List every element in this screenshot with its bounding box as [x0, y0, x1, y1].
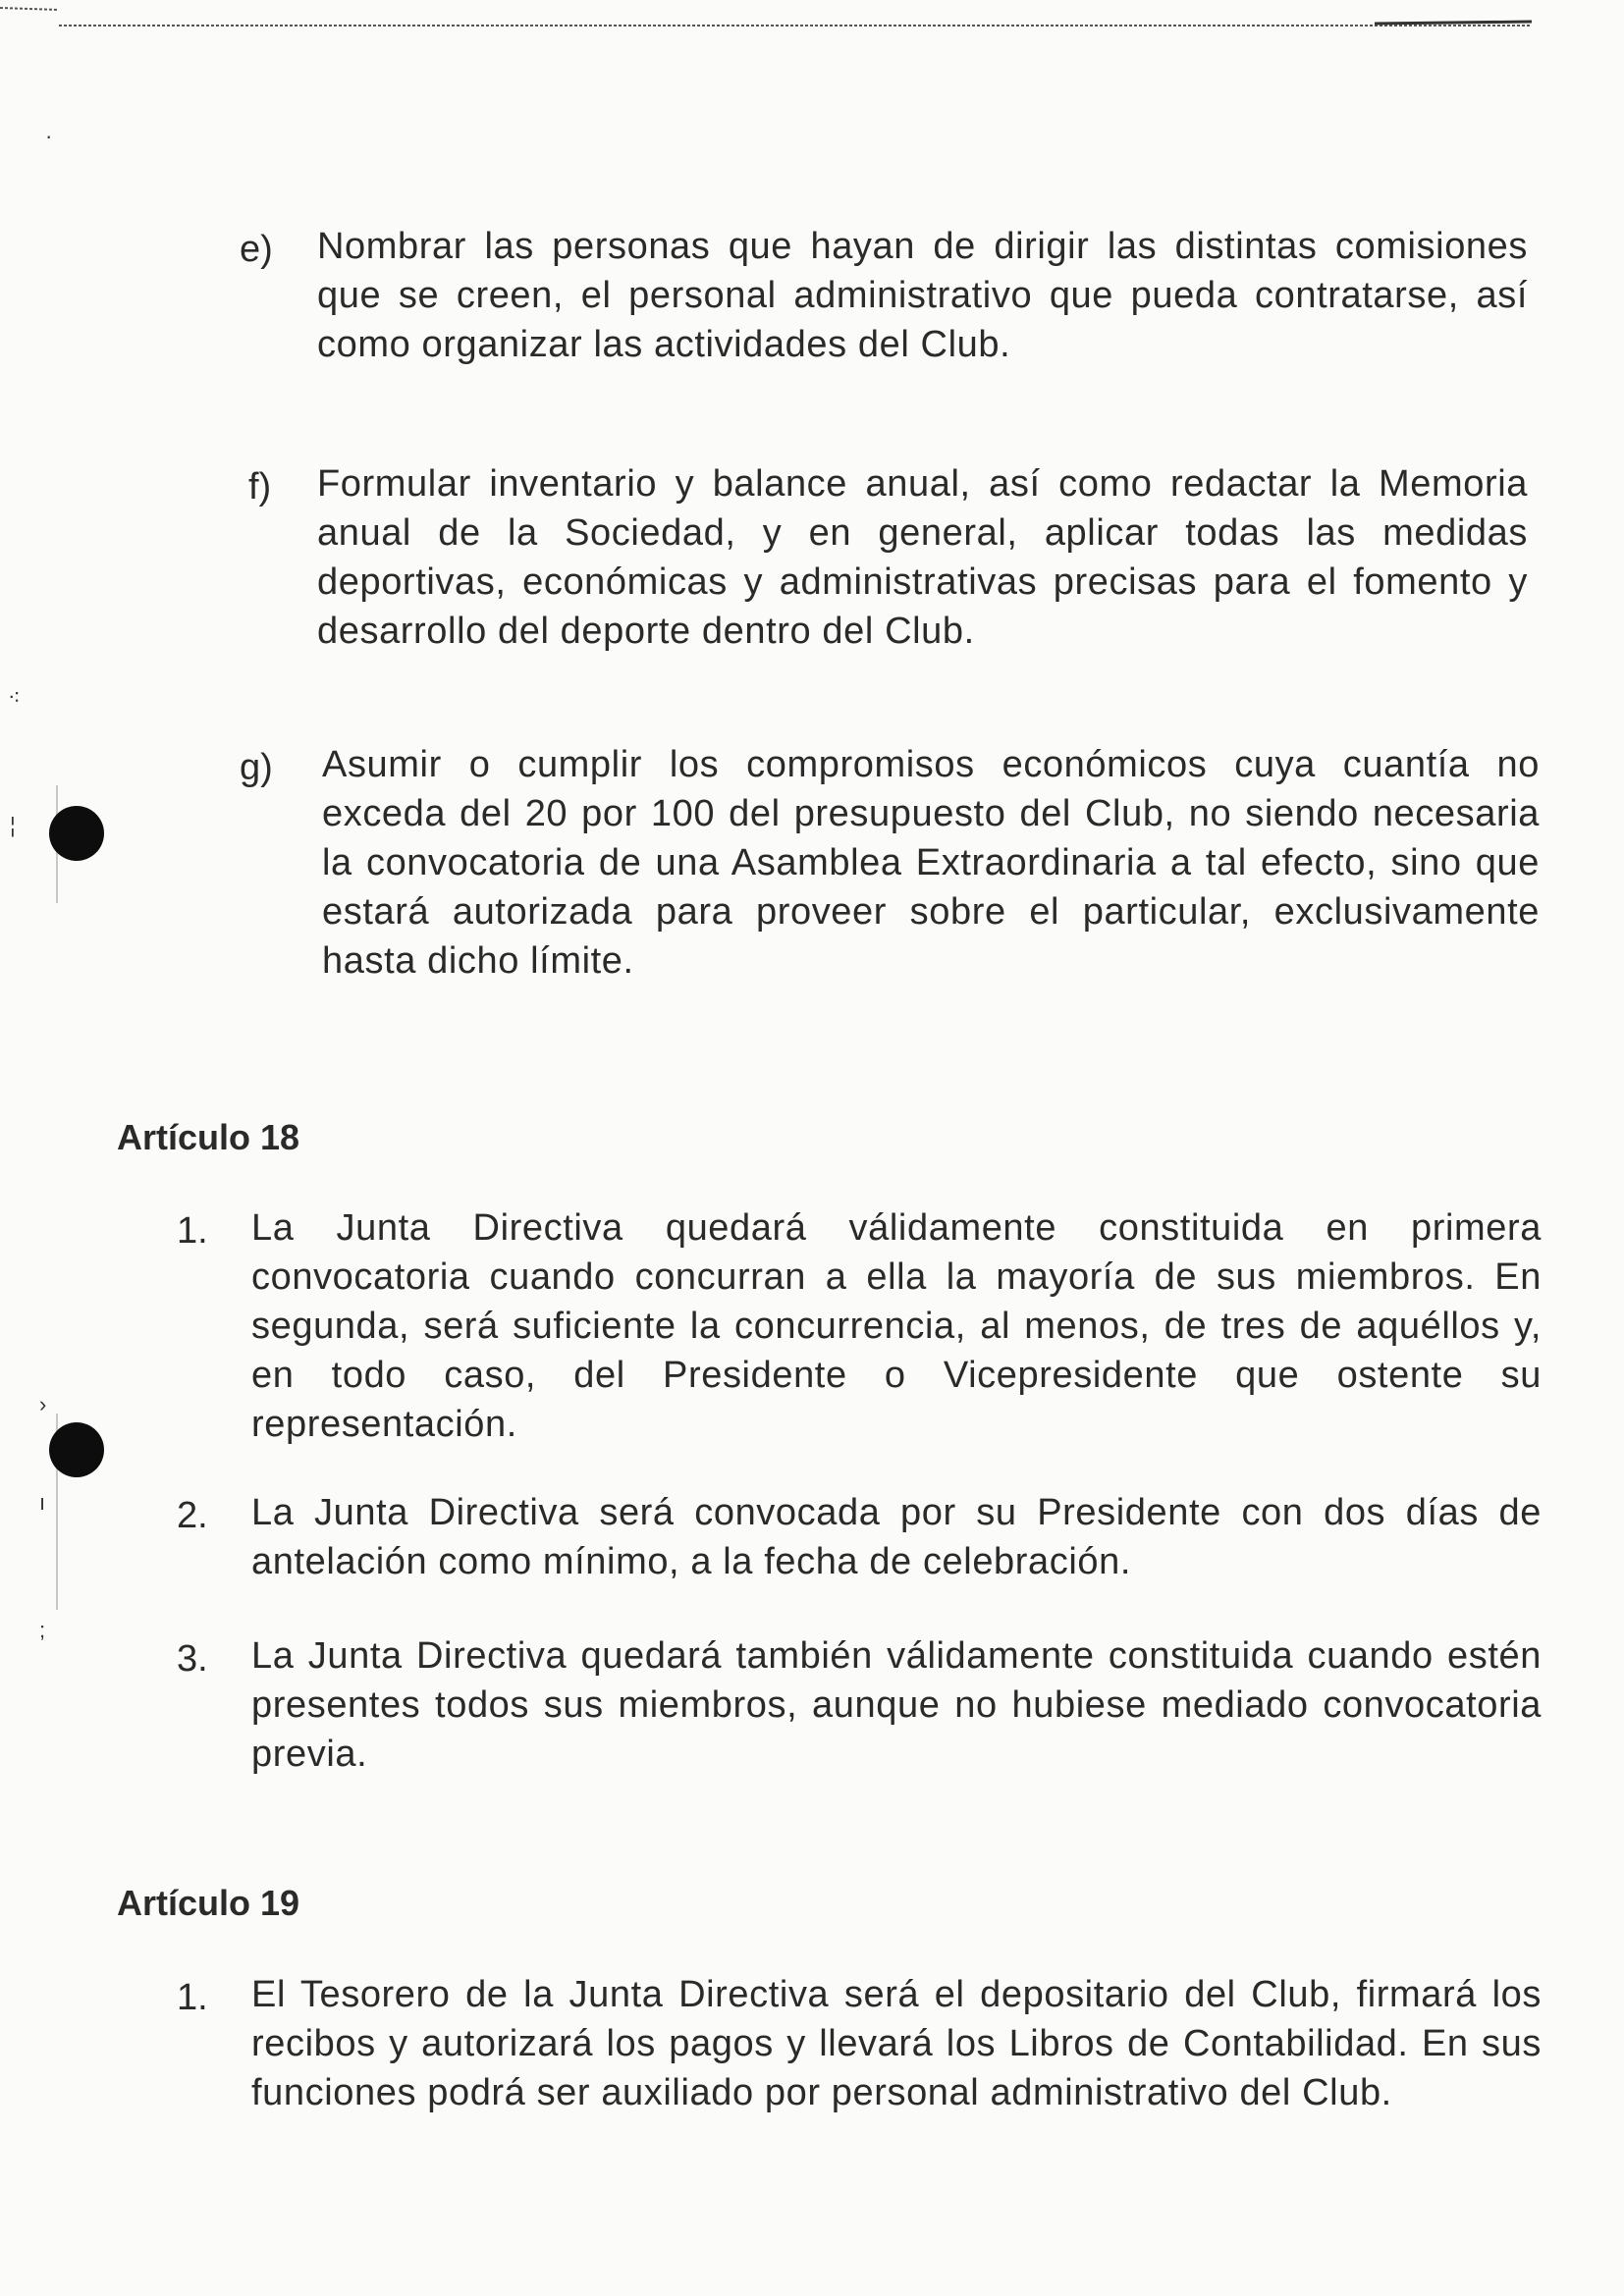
list-item-text: Nombrar las personas que hayan de dirigir las distintas comisiones que se creen, el personal administrativo que pueda contratarse, así como organizar las actividades del Club.	[317, 226, 1528, 365]
punch-hole-top	[49, 806, 104, 861]
item-number: 1.	[177, 1210, 208, 1252]
item-number: 3.	[177, 1638, 208, 1680]
list-marker: f)	[248, 466, 272, 507]
item-text: La Junta Directiva quedará válidamente constituida en primera convocatoria cuando concurran a ella la mayoría de sus miembros. En segunda, será suficiente la concurrencia, al menos, de tres de aquéllos y, en todo caso, del Presidente o Vicepresidente que ostente su representación.	[251, 1207, 1542, 1445]
margin-speck: ı	[39, 1490, 46, 1515]
item-text: La Junta Directiva quedará también válidamente constituida cuando estén presentes todos sus miembros, aunque no hubiese mediado convocatoria previa.	[251, 1635, 1542, 1775]
margin-speck: ›	[39, 1392, 47, 1416]
item-text: El Tesorero de la Junta Directiva será el depositario del Club, firmará los recibos y autorizará los pagos y llevará los Libros de Contabilidad. En sus funciones podrá ser auxiliado por personal administrativo del Club.	[251, 1974, 1542, 2113]
item-text: La Junta Directiva será convocada por su Presidente con dos días de antelación como mínimo, a la fecha de celebración.	[251, 1492, 1542, 1582]
article-19-heading: Artículo 19	[117, 1883, 300, 1923]
list-marker: e)	[240, 229, 273, 270]
list-marker: g)	[240, 747, 273, 788]
margin-speck: ¦	[10, 813, 16, 837]
punch-hole-bottom	[49, 1422, 104, 1477]
list-item-text: Formular inventario y balance anual, así como redactar la Memoria anual de la Sociedad, y en general, aplicar todas las medidas deportivas, económicas y administrativas precisas para el fomento y desarrollo del deporte dentro del Club.	[317, 463, 1528, 652]
article-18-heading: Artículo 18	[117, 1117, 300, 1157]
item-number: 1.	[177, 1977, 208, 2018]
list-item-text: Asumir o cumplir los compromisos económicos cuya cuantía no exceda del 20 por 100 del presupuesto del Club, no siendo necesaria la convocatoria de una Asamblea Extraordinaria a tal efecto, sino que estará autorizada para proveer sobre el particular, exclusivamente hasta dicho límite.	[322, 744, 1540, 982]
margin-speck: ·	[45, 124, 53, 148]
margin-speck: ⁖	[8, 685, 21, 710]
margin-speck: ;	[39, 1618, 46, 1642]
top-edge-line	[0, 0, 1624, 29]
item-number: 2.	[177, 1495, 208, 1536]
